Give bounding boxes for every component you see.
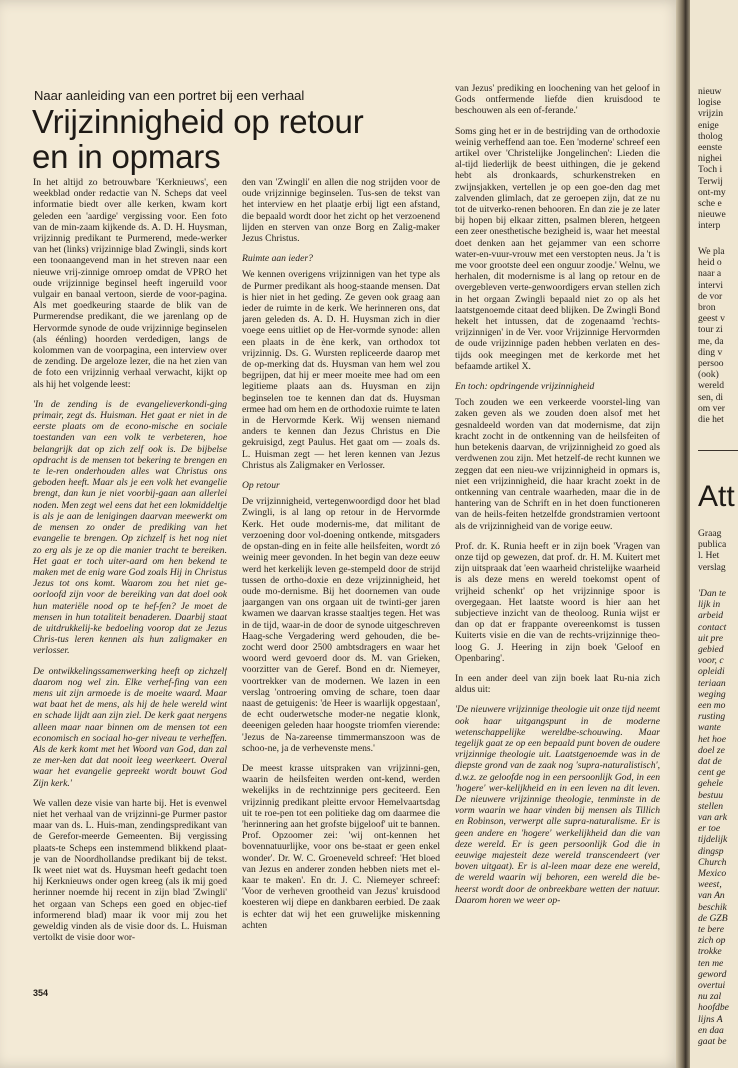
subheading: Ruimte aan ieder? <box>242 253 313 265</box>
text-line: interp <box>698 220 721 232</box>
text-line: rusting <box>698 711 726 723</box>
text-line: ont-my <box>698 186 726 198</box>
column-2 <box>242 177 440 999</box>
text-line: bestuu <box>698 789 724 801</box>
divider <box>698 450 738 451</box>
text-line: 'Dan te <box>698 588 726 599</box>
text-line: trokke <box>698 946 722 958</box>
text-line: sen, di <box>698 391 724 403</box>
text-line: wereld <box>698 380 725 392</box>
page-number: 354 <box>33 988 49 998</box>
text-line: om ver <box>698 402 725 414</box>
text-line: stellen <box>698 800 724 812</box>
text-line: en daa <box>698 1024 724 1036</box>
paragraph: Soms ging het er in de bestrijding van de orthodoxie weinig verheffend aan toe. Een 'moderne' schreef een artikel over 'Christelijke Jongelinchen': Lieden die al-tijd liederlijk de beest uithingen, die je gekend hebt als dronkaards, schurkenstreken en zwijnsjakken, vertellen je op een goe-den dag met zalvenden glimlach, dat ze geroepen zijn, dat ze nu tot de uitverko-renen behooren. En dan zie je ze later bij hopen bij elkaar zitten, psalmen bleren, hetgeen een zeer onesthetische bezigheid is, waar het meestal doet denken aan het gejammer van een schorre water-en-vuur-vrouw met een verstopten neus. Ja 't is me voor grootste deel een onguur zoodje.' Welnu, we herhalen, dit modernisme is al lang op retour en de overgebleven verte-genwoordigers ervan stellen zich in het orgaan Zwingli bepaald niet zo op als het laatstgenoemde citaat deed blijken. De Zwingli Bond hekelt het intussen, dat de zogenaamd 'rechts-vrijzinnigen' in de Ver. voor Vrijzinnige Hervormden de oude vrijzinnige paden hebben verlaten en des-tijds ook meegingen met de kerkorde met het befaamde artikel X. <box>455 125 660 372</box>
text-line: eenste <box>698 142 722 153</box>
paragraph: De vrijzinnigheid, vertegenwoordigd door het blad Zwingli, is al lang op retour in de Hervormde Kerk. Het oude modernis-me, dat militant de verzoening door vol-doening ontkende, mitsgaders de opstan-ding en in feite alle heilsfeiten, wordt zó weinig meer gevonden. In het begin van deze eeuw werd het kerkelijk leven ge-stempeld door de strijd tussen de ortho-doxie en deze vrijzinnigheid, het oude mo-dernisme. Bij het doornemen van oude jaargangen van ons orgaan uit de twinti-ger jaren kwamen we daarvan krasse staaltjes tegen. Het was in de tijd, waar-in de door de synode uitgeschreven Haag-sche Vergadering werd gehouden, die be-zocht werd door 2500 ambtsdragers en waar het woord werd gevoerd door ds. M. van Grieken, voorzitter van de Geref. Bond en dr. Niemeyer, voortrekker van de modernen. We lazen in een verslag 'ontroering omving de schare, toen daar naast de getuigenis: 'de Heer is waarlijk opgestaan', de echt ouderwetsche moder-ne negatie klonk, deeenigen geleden haar hoogste triomfen vierende: 'Jezus de Na-zareense timmermanszoon was de schoo-ne, ja de verhevenste mens.' <box>242 496 440 754</box>
text-line: arbeid <box>698 610 724 622</box>
text-line: dingsp <box>698 845 724 857</box>
text-line: me, da <box>698 335 724 347</box>
text-line: nu zal <box>698 991 722 1003</box>
text-line: weging <box>698 688 726 700</box>
paragraph: van Jezus' prediking en loochening van het geloof in Gods ontfermende liefde dien kruisdood te beschouwen als een of-ferande.' <box>455 83 660 117</box>
text-line: geword <box>698 968 727 980</box>
text-line: (ook) <box>698 369 719 381</box>
text-line: de GZB <box>698 912 728 924</box>
text-line: lijns A <box>698 1013 723 1025</box>
text-line: bron <box>698 302 716 313</box>
text-line: gebied <box>698 644 724 655</box>
text-line: er toe <box>698 823 721 835</box>
text-line: verslag <box>698 561 726 573</box>
text-line: geest v <box>698 313 725 325</box>
column-3 <box>455 83 660 999</box>
quote-paragraph: 'De nieuwere vrijzinnige theologie uit onze tijd neemt ook haar uitgangspunt in de moderne wetenschappelijke wereldbe-schouwing. Maar tegelijk gaat ze op een bepaald punt boven de oudere vrijzinnige theologie uit. Laatstgenoemde was in de diepste grond van de zaak nog 'supra-naturalistisch', d.w.z. ze geloofde nog in een persoonlijk God, in een 'hogere' wer-kelijkheid en in een leven na dit leven. De nieuwere vrijzinnige theologie, tenminste in de vorm waarin we haar vinden bij mensen als Tillich en Robinson, verwerpt alle supra-naturalisme. Er is geen andere en 'hogere' werkelijkheid dan die van deze wereld. Er is geen persoonlijk God die in eeuwige majesteit deze wereld transcendeert (ver boven uitgaat). Er is al-leen maar deze ene wereld, de wereld waarin wij behoren, een wereld die be-heerst wordt door de onbreekbare wetten der natuur. Daarom horen we weer op- <box>455 704 660 906</box>
text-line: ten me <box>698 957 724 969</box>
quote-paragraph: 'In de zending is de evangelieverkondi-ging primair, zegt ds. Huisman. Het gaat er niet in de eerste plaats om de econo-mische en sociale toestanden van een volk te verbeteren, hoe belangrijk dat op zich zelf ook is. De bijbelse opdracht is de mensen tot bekering te brengen en te le-ren onderhouden alles wat Christus ons geboden heeft. Maar als je een volk het evangelie brengt, dan kun je niet voorbij-gaan aan allerlei noden. Men zegt wel eens dat het een lokmiddeltje is als je aan de lenigingen daarvan meewerkt om de mensen zo onder de prediking van het evangelie te brengen. Op zichzelf is het nog niet zo erg als je ze op die manier tracht te bereiken. Het gaat er toch uiter-aard om hen bekend te maken met de enig ware God zoals Hij in Christus Jezus tot ons komt. Waarom zou het niet ge-oorloofd zijn voor de bereiking van dat doel ook hun materiële nood op te hef-fen? Je moet de mensen in hun totaliteit benaderen. Daarbij staat de uitdrukkelij-ke bedoeling voorop dat ze Jezus Chris-tus leren kennen als hun zaligmaker en verlosser. <box>33 398 227 657</box>
text-line: nieuw <box>698 86 722 97</box>
text-line: het hoe <box>698 733 726 745</box>
text-line: opleidi <box>698 666 725 678</box>
paragraph: Prof. dr. K. Runia heeft er in zijn boek 'Vragen van onze tijd op gewezen, dat prof. dr. H. M. Kuitert met zijn uitspraak dat 'een waarheid christelijke waarheid is als deze mens en wereld toekomst opent of vrijheid schenkt' op het vrijzinnige spoor is overgegaan. Het laatste woord is hier aan het subjectieve inzicht van de theoloog. Runia wijst er dan op dat er frappante overeenkomst is tussen Kuiterts visie en die van de rechts-vrijzinnige theo-loog G. J. Heering in zijn boek 'Geloof en Openbaring'. <box>455 540 660 664</box>
right-page-heading: Att <box>698 480 735 513</box>
text-line: nighei <box>698 153 722 165</box>
text-line: sche e <box>698 198 722 209</box>
text-line: Church <box>698 856 727 868</box>
text-line: teriaan <box>698 677 726 689</box>
article-headline <box>32 104 364 174</box>
text-line: de vor <box>698 290 723 302</box>
text-line: van ark <box>698 812 728 823</box>
text-line: publica <box>698 539 727 551</box>
paragraph: We kennen overigens vrijzinnigen van het type als de Purmer predikant als hoog-staande mensen. Dat is hier niet in het geding. Ze geven ook graag aan ieder de ruimte in de kerk. We herinneren ons, dat jaren geleden ds. A. D. H. Huysman zich in dier voege eens uitliet op de Her-vormde synode: allen een plaats in de ène kerk, van orthodox tot vrijzinnig. Ds. G. Wursten repliceerde daarop met de op-merking dat ds. Huysman van hem wel zou begrijpen, dat hij er meer moeite mee had om een legitieme plaats aan ds. Huysman en zijn beginselen toe te kennen dan dat ds. Huysman ermee had om hem en de orthodoxie ruimte te laten in de Hervormde Kerk. Wij wensen niemand anders te kennen dan Jezus Christus en Die gekruisigd, zegt Paulus. Het gaat om — zoals ds. L. Huisman zegt — het leren kennen van Jezus Christus als Zaligmaker en Verlosser. <box>242 269 440 471</box>
text-line: weest, <box>698 879 722 891</box>
text-line: hoofdbe <box>698 1002 729 1014</box>
text-line: tholog <box>698 130 723 142</box>
text-line: tour zi <box>698 324 723 336</box>
right-page <box>690 0 738 1068</box>
text-line: zich op <box>698 935 726 947</box>
text-line: Mexico <box>698 868 727 879</box>
text-line: te bere <box>698 924 725 935</box>
text-line: gehele <box>698 778 724 790</box>
quote-paragraph: De ontwikkelingssamenwerking heeft op zichzelf daarom nog wel zin. Elke verhef-fing van een mens uit zijn armoede is de moeite waard. Maar wat baat het de mens, als hij de hele wereld wint en schade lijdt aan zijn ziel. De kerk gaat nergens alleen maar naar binnen om de mensen tot een economisch en sociaal ho-ger niveau te verheffen. Als de kerk komt met het Woord van God, dan zal ze mer-ken dat dat nooit leeg weerkeert. Overal waar het evangelie gepreekt wordt bouwt God Zijn kerk.' <box>33 665 227 789</box>
text-line: Graag <box>698 528 722 539</box>
paragraph: We vallen deze visie van harte bij. Het is evenwel niet het verhaal van de vrijzinni-ge Purmer pastor maar van ds. L. Huis-man, zendingspredikant van de Gerefor-meerde Gemeenten. Bij vergissing plaats-te Scheps een instemmend blikkend plaat-je van de Noordhollandse predikant bij de tekst. Ik weet niet wat ds. Huysman heeft gedacht toen hij Kerknieuws onder ogen kreeg (als ik mij goed herinner noemde hij recent in zijn blad 'Zwingli' het orgaan van Scheps een goed en objec-tief informerend blad) maar ik voor mij zou het geweldig vinden als de visie door ds. L. Huisman vertolkt de visie door wor- <box>33 797 227 944</box>
text-line: tijdelijk <box>698 834 728 846</box>
subheading: Op retour <box>242 480 280 492</box>
article-kicker: Naar aanleiding van een portret bij een verhaal <box>34 88 305 103</box>
headline-line-2: en in opmars <box>32 138 221 175</box>
text-line: persoo <box>698 358 724 369</box>
text-line: uit pre <box>698 632 723 644</box>
text-line: l. Het <box>698 550 720 562</box>
text-line: Toch i <box>698 164 723 176</box>
text-line: beschik <box>698 901 727 913</box>
text-line: intervi <box>698 279 724 291</box>
text-line: We pla <box>698 246 725 257</box>
text-line: een mo <box>698 700 726 711</box>
text-line: naar a <box>698 268 722 280</box>
text-line: dat de <box>698 756 722 767</box>
paragraph: den van 'Zwingli' en allen die nog strijden voor de oude vrijzinnige beginselen. Tus-sen de tekst van het interview en het plaatje erbij ligt een afstand, die bepaald wordt door het zicht op het verzoenend lijden en sterven van onze Borg en Zalig-maker Jezus Christus. <box>242 177 440 245</box>
text-line: wante <box>698 722 721 734</box>
text-line: cent ge <box>698 767 726 779</box>
paragraph: In het altijd zo betrouwbare 'Kerknieuws', een weekblad onder redactie van N. Scheps dat veel informatie biedt over alle kerken, kwam kort geleden een 'aardige' vergissing voor. Een foto van de min-zaam kijkende ds. A. D. H. Huysman, vrijzinnig predikant te Purmerend, mede-werker van het (links) vrijzinnige blad Zwingli, sinds kort een toonaangevend man in het streven naar een nieuwe vrij-zinnige omroep omdat de VPRO het oude vrijzinnige beginsel heeft ingeruild voor vulgair en banaal vertoon, sierde de voor-pagina. Als met goedkeuring staarde de blik van de Purmerendse predikant, die we jarenlang op de Hervormde synode de oude vrijzinnige beginselen (als éénling) hoorden verdedigen, langs de kolommen van de voorpagina, een interview over de zending. De argeloze lezer, die na het zien van de foto een vrijzinnig verhaal verwacht, kijkt op als hij het volgende leest: <box>33 177 227 390</box>
text-line: vrijzin <box>698 108 724 120</box>
paragraph: Toch zouden we een verkeerde voorstel-ling van zaken geven als we zouden doen alsof met het gesnaldeeld worden van dat modernisme, dat zijn kracht zocht in de ontkenning van de heilsfeiten of hun betekenis daarvan, de vrijzinnigheid zo goed als verdwenen zou zijn. Met hetzelf-de recht kunnen we zeggen dat een nieu-we vrijzinnigheid in opmars is, niet een vrijzinnigheid, die haar kracht zoekt in de ontkenning van centrale waarheden, maar die in de hantering van de Schrift en in het doen functioneren van de heils-feiten hetzelfde grondstramien vertoont als de vrijzinnigheid van de vorige eeuw. <box>455 397 660 532</box>
text-line: overtui <box>698 980 726 991</box>
text-line: logise <box>698 97 721 109</box>
text-line: gaat be <box>698 1036 727 1047</box>
text-line: van An <box>698 890 725 902</box>
column-1 <box>33 177 227 999</box>
text-line: contact <box>698 621 727 633</box>
subheading: En toch: opdringende vrijzinnigheid <box>455 381 595 393</box>
paragraph: In een ander deel van zijn boek laat Ru-nia zich aldus uit: <box>455 672 660 696</box>
text-line: die het <box>698 414 724 425</box>
text-line: ding v <box>698 346 723 358</box>
paragraph: De meest krasse uitspraken van vrijzinni-gen, waarin de heilsfeiten werden ont-kend, werden wekelijks in de rechtzinnige pers geciteerd. Een vrijzinnig predikant pleitte ervoor Hemelvaartsdag uit te roe-pen tot een politieke dag om daarmee die 'herinnering aan het grofste bijgeloof' uit te bannen. Prof. Opzoomer zei: 'wij ont-kennen het bovennatuurlijke, voor ons be-staat er geen enkel wonder'. Dr. W. C. Groeneveld schreef: 'Het bloed van Jezus en anderer zonden hebben niets met el-kaar te maken'. En dr. J. C. Niemeyer schreef: 'Voor de verheven grootheid van Jezus' kruisdood koesteren wij diepe en dankbaren eerbied. De zaak is echter dat wij het een gruwelijke miskenning achten <box>242 762 440 931</box>
text-line: voor, c <box>698 655 724 667</box>
text-line: nieuwe <box>698 209 726 221</box>
text-line: doel ze <box>698 744 725 756</box>
text-line: enige <box>698 119 719 131</box>
headline-line-1: Vrijzinnigheid op retour <box>32 103 364 140</box>
text-line: heid o <box>698 257 722 269</box>
text-line: Terwij <box>698 175 723 187</box>
text-line: lijk in <box>698 599 721 611</box>
